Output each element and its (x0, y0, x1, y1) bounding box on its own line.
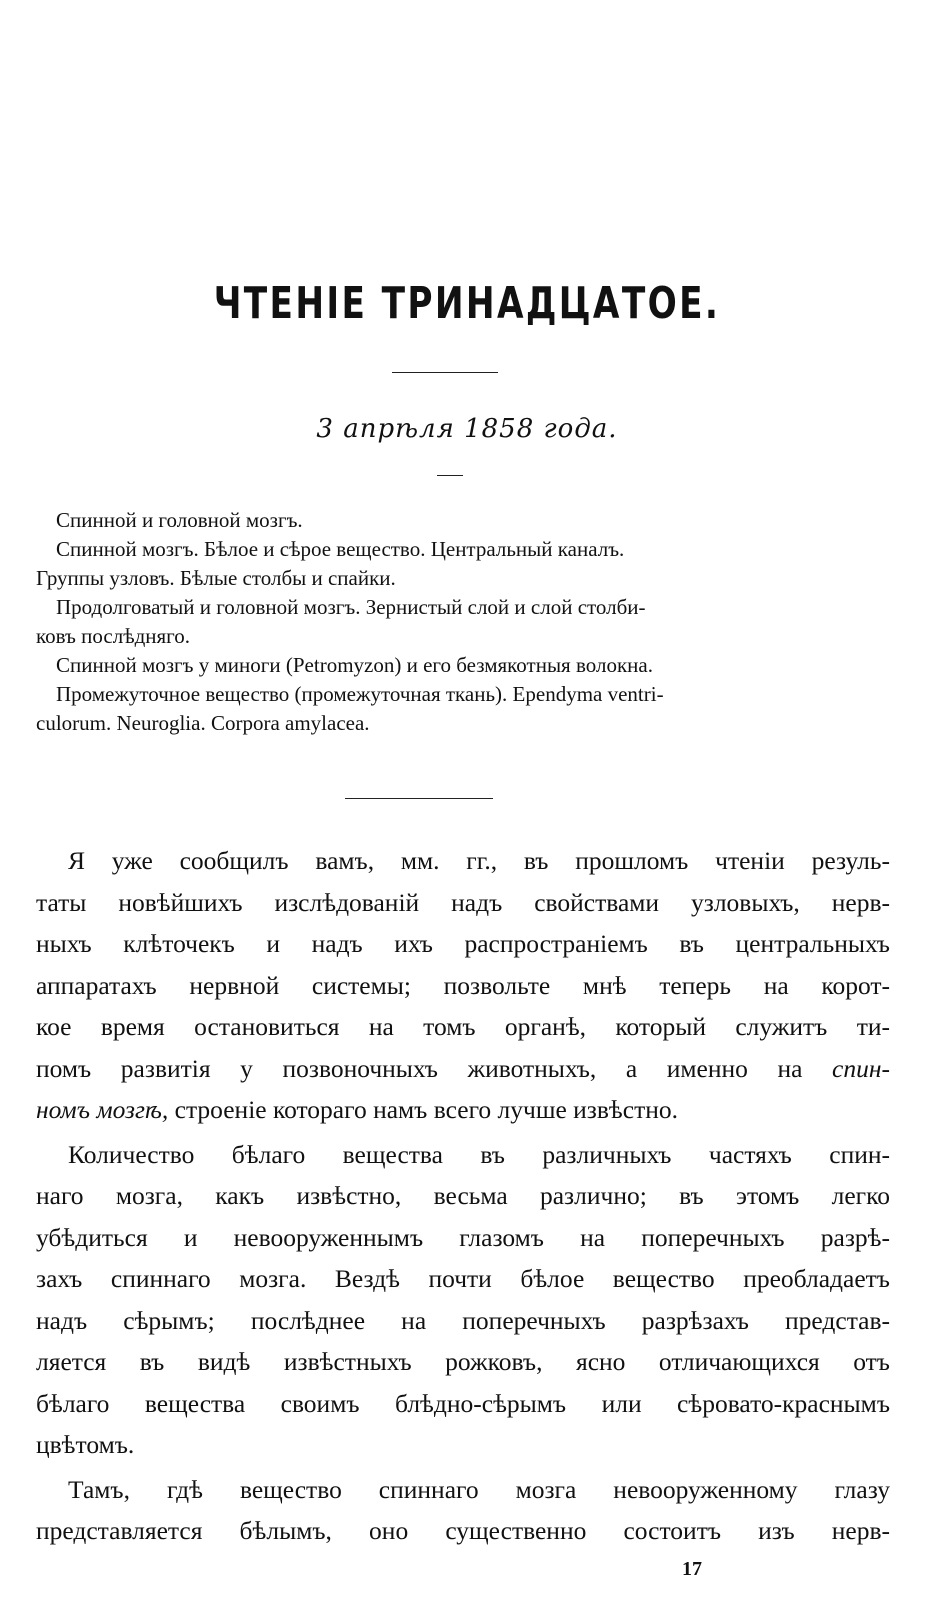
body-text (36, 840, 890, 1552)
body-line: таты новѣйшихъ изслѣдованій надъ свойствами узловыхъ, нерв- (36, 887, 890, 917)
body-line (36, 1089, 890, 1131)
chapter-title: ЧТЕНІЕ ТРИНАДЦАТОЕ. (213, 278, 721, 329)
italic-term: номъ мозгѣ, (36, 1095, 169, 1124)
body-line: аппаратахъ нервной системы; позвольте мнѣ теперь на корот- (36, 970, 890, 1000)
body-line: бѣлаго вещества своимъ блѣдно-сѣрымъ или сѣровато-краснымъ (36, 1388, 890, 1418)
summary-divider (345, 798, 493, 799)
body-line: представляется бѣлымъ, оно существенно состоитъ изъ нерв- (36, 1516, 890, 1545)
summary-line: Спинной мозгъ. Бѣлое и сѣрое вещество. Центральный каналъ. (56, 537, 625, 561)
italic-term: спин- (832, 1053, 890, 1083)
summary-line: culorum. Neuroglia. Corpora amylacea. (36, 711, 370, 735)
body-line: кое время остановиться на томъ органѣ, который служитъ ти- (36, 1012, 890, 1041)
summary-line: Спинной мозгъ у миноги (Petromyzon) и его безмякотныя волокна. (56, 653, 653, 677)
chapter-summary (36, 506, 886, 738)
body-line: Тамъ, гдѣ вещество спиннаго мозга невооруженному глазу (68, 1474, 890, 1504)
date-divider (437, 475, 463, 476)
body-line: цвѣтомъ. (36, 1430, 135, 1459)
page-number: 17 (682, 1558, 702, 1580)
body-line: Количество бѣлаго вещества въ различныхъ частяхъ спин- (68, 1139, 890, 1169)
summary-line: ковъ послѣдняго. (36, 624, 191, 648)
body-line (36, 1048, 890, 1090)
summary-line: Промежуточное вещество (промежуточная ткань). Ependyma ventri- (56, 682, 664, 706)
summary-line: Спинной и головной мозгъ. (56, 508, 303, 532)
body-line: ляется въ видѣ извѣстныхъ рожковъ, ясно отличающихся отъ (36, 1347, 890, 1376)
summary-line: Группы узловъ. Бѣлые столбы и спайки. (36, 566, 396, 590)
body-line: Я уже сообщилъ вамъ, мм. гг., въ прошломъ чтеніи резуль- (68, 846, 890, 875)
body-line: захъ спиннаго мозга. Вездѣ почти бѣлое вещество преобладаетъ (36, 1264, 890, 1293)
body-text-span: строеніе котораго намъ всего лучше извѣстно. (174, 1095, 678, 1124)
body-line: надъ сѣрымъ; послѣднее на поперечныхъ разрѣзахъ представ- (36, 1305, 890, 1335)
body-line: убѣдиться и невооруженнымъ глазомъ на поперечныхъ разрѣ- (36, 1222, 890, 1252)
title-divider (392, 372, 498, 373)
lecture-date: 3 апрѣля 1858 года. (316, 414, 618, 444)
body-line: ныхъ клѣточекъ и надъ ихъ распространіемъ въ центральныхъ (36, 929, 890, 958)
summary-line: Продолговатый и головной мозгъ. Зернистый слой и слой столби- (56, 595, 646, 619)
body-text-span: помъ развитія у позвоночныхъ животныхъ, а именно на (36, 1053, 803, 1083)
body-line: наго мозга, какъ извѣстно, весьма различно; въ этомъ легко (36, 1181, 890, 1210)
